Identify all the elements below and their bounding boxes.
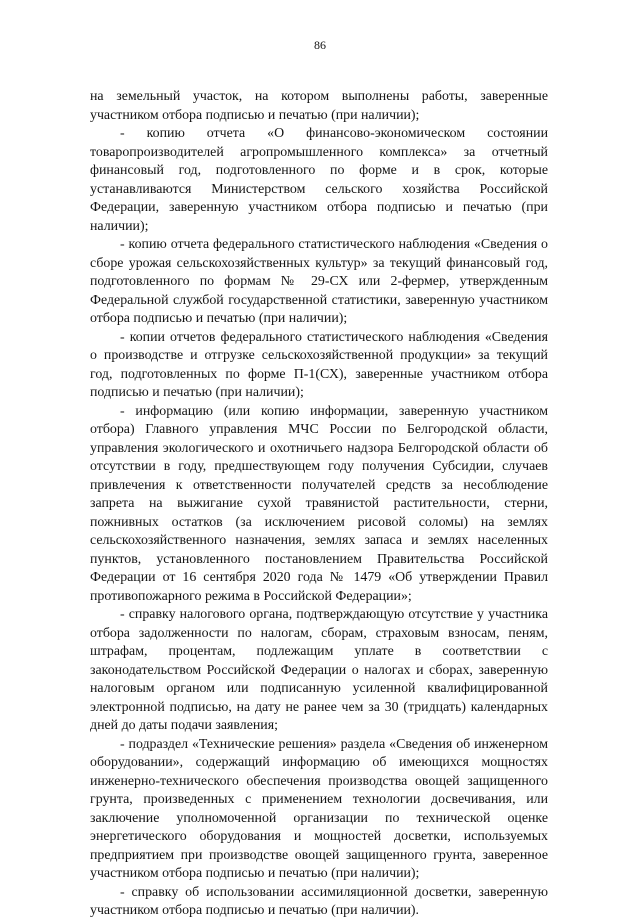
document-body (90, 88, 548, 921)
paragraph-financial-report: - копию отчета «О финансово-экономическом состоянии товаропроизводителей агропромышленного комплекса» за отчетный финансовый год, подготовленного по форме и в срок, которые устанавливаются Министерством сельского хозяйства Российской Федерации, заверенную участником отбора подписью и печатью (при наличии); (90, 126, 548, 234)
paragraph-fire-safety-info: - информацию (или копию информации, заверенную участником отбора) Главного управления МЧС России по Белгородской области, управления экологического и охотничьего надзора Белгородской области об отсутствии в году, предшествующем году получения Субсидии, случаев привлечения к ответственности получателей средств за несоблюдение запрета на выжигание сухой травянистой растительности, стерни, пожнивных остатков (за исключением рисовой соломы) на землях сельскохозяйственного назначения, землях запаса и землях населенных пунктов, установленного постановлением Правительства Российской Федерации от 16 сентября 2020 года № 1479 «Об утверждении Правил противопожарного режима в Российской Федерации»; (90, 403, 548, 604)
paragraph-production-report: - копии отчетов федерального статистического наблюдения «Сведения о производстве и отгрузке сельскохозяйственной продукции» за текущий год, подготовленных по форме П-1(СХ), заверенные участником отбора подписью и печатью (при наличии); (90, 329, 548, 400)
paragraph-lighting-certificate: - справку об использовании ассимиляционной досветки, заверенную участником отбора подписью и печатью (при наличии). (90, 884, 548, 918)
page-number: 86 (314, 38, 326, 52)
paragraph-technical-solutions: - подраздел «Технические решения» раздела «Сведения об инженерном оборудовании», содержащий информацию об имеющихся мощностях инженерно-технического обеспечения производства овощей защищенного грунта, произведенных с применением технологии досвечивания, или заключение уполномоченной организации по технической оценке энергетического оборудования и мощностей досветки, используемых предприятием при производстве овощей защищенного грунта, заверенное участником отбора подписью и печатью (при наличии); (90, 736, 548, 881)
paragraph-harvest-report: - копию отчета федерального статистического наблюдения «Сведения о сборе урожая сельскохозяйственных культур» за текущий финансовый год, подготовленного по формам № 29-СХ или 2-фермер, утвержденным Федеральной службой государственной статистики, заверенную участником отбора подписью и печатью (при наличии); (90, 237, 548, 326)
paragraph-1-continuation: на земельный участок, на котором выполнены работы, заверенные участником отбора подписью и печатью (при наличии); (90, 89, 548, 123)
paragraph-tax-certificate: - справку налогового органа, подтверждающую отсутствие у участника отбора задолженности по налогам, сборам, страховым взносам, пеням, штрафам, процентам, подлежащим уплате в соответствии с законодательством Российской Федерации о налогах и сборах, заверенную налоговым органом или подписанную усиленной квалифицированной электронной подписью, на дату не ранее чем за 30 (тридцать) календарных дней до даты подачи заявления; (90, 607, 548, 733)
